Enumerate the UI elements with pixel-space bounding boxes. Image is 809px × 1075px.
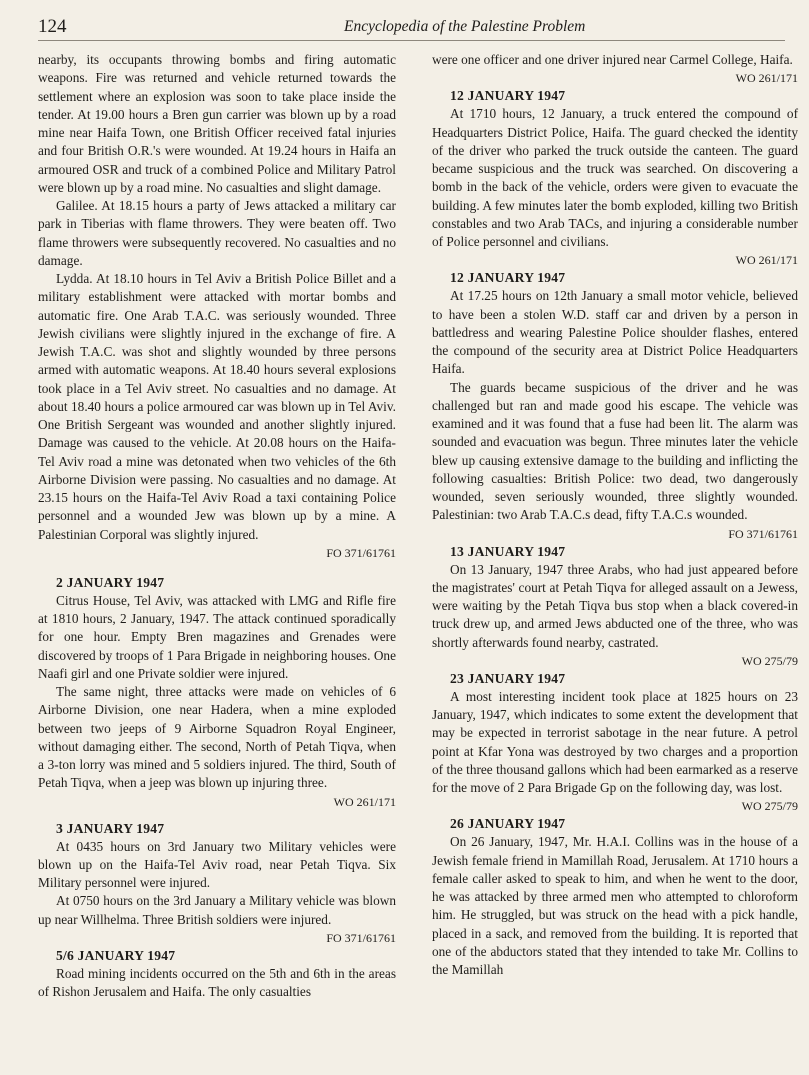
paragraph: Galilee. At 18.15 hours a party of Jews attacked a military car park in Tiberias with flame throwers. They were beaten off. Two flame throwers were subsequently recovered. No casualties and no damage. (38, 198, 396, 268)
paragraph: At 1710 hours, 12 January, a truck entered the compound of Headquarters District Police, Haifa. The guard checked the identity of the driver who parked the truck outside the canteen. The guard became suspicious and the truck was searched. On discovering a bomb in the back of the vehicle, orders were given to evacuate the building. A few minutes later the bomb exploded, killing two British constables and two Arab TACs, and injuring a considerable number of Police personnel and civilians. (432, 106, 798, 249)
paragraph: Citrus House, Tel Aviv, was attacked with LMG and Rifle fire at 1810 hours, 2 January, 1947. The attack continued sporadically for one hour. Empty Bren magazines and Grenades were discovered by troops of 1 Para Brigade in neighboring houses. One Naafi girl and one Private soldier were injured. (38, 592, 396, 681)
date-heading: 5/6 JANUARY 1947 (56, 947, 176, 963)
paragraph: The same night, three attacks were made on vehicles of 6 Airborne Division, one near Hadera, when a mine exploded between two jeeps of 9 Airborne Squadron Royal Engineer, without damaging either. The second, North of Petah Tiqva, when a 3-ton lorry was mined and 5 soldiers injured. The third, South of Petah Tiqva, when a jeep was blown up injuring three. (38, 684, 396, 791)
source-reference: WO 275/79 (741, 799, 798, 814)
date-heading: 23 JANUARY 1947 (450, 670, 566, 686)
date-heading: 3 JANUARY 1947 (56, 820, 165, 836)
source-reference: FO 371/61761 (728, 526, 798, 541)
paragraph: At 17.25 hours on 12th January a small motor vehicle, believed to have been a stolen W.D. staff car and driven by a person in battledress and wearing Palestine Police shoulder flashes, entered the compound of the security area at District Police Headquarters Haifa. (432, 288, 798, 377)
source-reference: WO 261/171 (735, 253, 798, 268)
source-reference: FO 371/61761 (326, 930, 396, 945)
right-column (432, 51, 798, 979)
paragraph: At 0750 hours on the 3rd January a Military vehicle was blown up near Willhelma. Three British soldiers were injured. (38, 893, 396, 927)
page-number: 124 (38, 16, 67, 37)
paragraph: On 13 January, 1947 three Arabs, who had just appeared before the magistrates' court at Petah Tiqva for alleged assault on a Jewess, were waiting by the Petah Tiqva bus stop when a black covered-in truck drew up, and armed Jews abducted one of the three, who was shortly afterwards found nearby, castrated. (432, 561, 798, 650)
paragraph: nearby, its occupants throwing bombs and firing automatic weapons. Fire was returned and vehicle returned towards the settlement where an explosion was soon to take place inside the tender. At 19.00 hours a Bren gun carrier was blown up by a road mine near Haifa Town, one British Officer received fatal injuries and four British O.R.'s were wounded. At 19.24 hours in Haifa an armoured OSR and truck of a combined Police and Military Patrol were blown up by a road mine. No casualties and slight damage. (38, 52, 396, 195)
source-reference: WO 261/171 (735, 71, 798, 86)
paragraph: At 0435 hours on 3rd January two Military vehicles were blown up on the Haifa-Tel Aviv road, near Petah Tiqva. Six Military personnel were injured. (38, 838, 396, 890)
date-heading: 2 JANUARY 1947 (56, 574, 165, 590)
date-heading: 12 JANUARY 1947 (450, 88, 566, 104)
paragraph: The guards became suspicious of the driver and he was challenged but ran and made good his escape. The vehicle was examined and it was found that a fuse had been lit. The alarm was sounded and evacuation was begun. Three minutes later the vehicle blew up causing extensive damage to the building and inflicting the following casualties: British Police: two dead, two dangerously wounded, seven seriously wounded, three slightly wounded. Palestinian: two Arab T.A.C.s dead, fifty T.A.C.s wounded. (432, 379, 798, 523)
date-heading: 12 JANUARY 1947 (450, 270, 566, 286)
paragraph: A most interesting incident took place at 1825 hours on 23 January, 1947, which indicates to some extent the development that may be expected in terrorist sabotage in the near future. A petrol point at Kfar Yona was destroyed by two charges and a proportion of the three thousand gallons which had been earmarked as a reserve for the move of 2 Para Brigade Gp on the following day, was lost. (432, 688, 798, 795)
paragraph: were one officer and one driver injured near Carmel College, Haifa. (432, 52, 793, 67)
source-reference: WO 275/79 (741, 653, 798, 668)
source-reference: WO 261/171 (333, 794, 396, 809)
date-heading: 13 JANUARY 1947 (450, 543, 566, 559)
page-header (38, 14, 785, 41)
running-title: Encyclopedia of the Palestine Problem (344, 18, 586, 35)
paragraph: Road mining incidents occurred on the 5th and 6th in the areas of Rishon Jerusalem and Haifa. The only casualties (38, 965, 396, 999)
source-reference: FO 371/61761 (326, 545, 396, 560)
paragraph: Lydda. At 18.10 hours in Tel Aviv a British Police Billet and a military establishment were attacked with mortar bombs and automatic fire. One Arab T.A.C. was seriously wounded. Three Jewish civilians were slightly injured in the exchange of fire. A Jewish T.A.C. was shot and slightly wounded by three persons armed with automatic weapons. At 18.40 hours several explosions took place in a Tel Aviv street. No casualties and no damage. At about 18.40 hours a police armoured car was blown up in Tel Aviv. One British Sergeant was wounded and another slightly injured. Damage was caused to the vehicle. At 20.08 hours on the Haifa-Tel Aviv road a mine was detonated when two vehicles of the 6th Airborne Division were passing. No casualties and no damage. At 23.15 hours on the Haifa-Tel Aviv Road a taxi containing Police personnel and a wounded Jew was blown up by a mine. A Palestinian Corporal was slightly injured. (38, 271, 396, 542)
paragraph: On 26 January, 1947, Mr. H.A.I. Collins was in the house of a Jewish female friend in Mamillah Road, Jerusalem. At 1710 hours a female caller asked to speak to him, and when he went to the door, he was attacked by three armed men who attempted to chloroform him. He struggled, but was struck on the head with a pick handle, placed in a sack, and removed from the building. It is reported that one of the abductors stated that they intended to take Mr. Collins to the Mamillah (432, 834, 798, 977)
date-heading: 26 JANUARY 1947 (450, 816, 566, 832)
left-column (38, 51, 396, 1001)
